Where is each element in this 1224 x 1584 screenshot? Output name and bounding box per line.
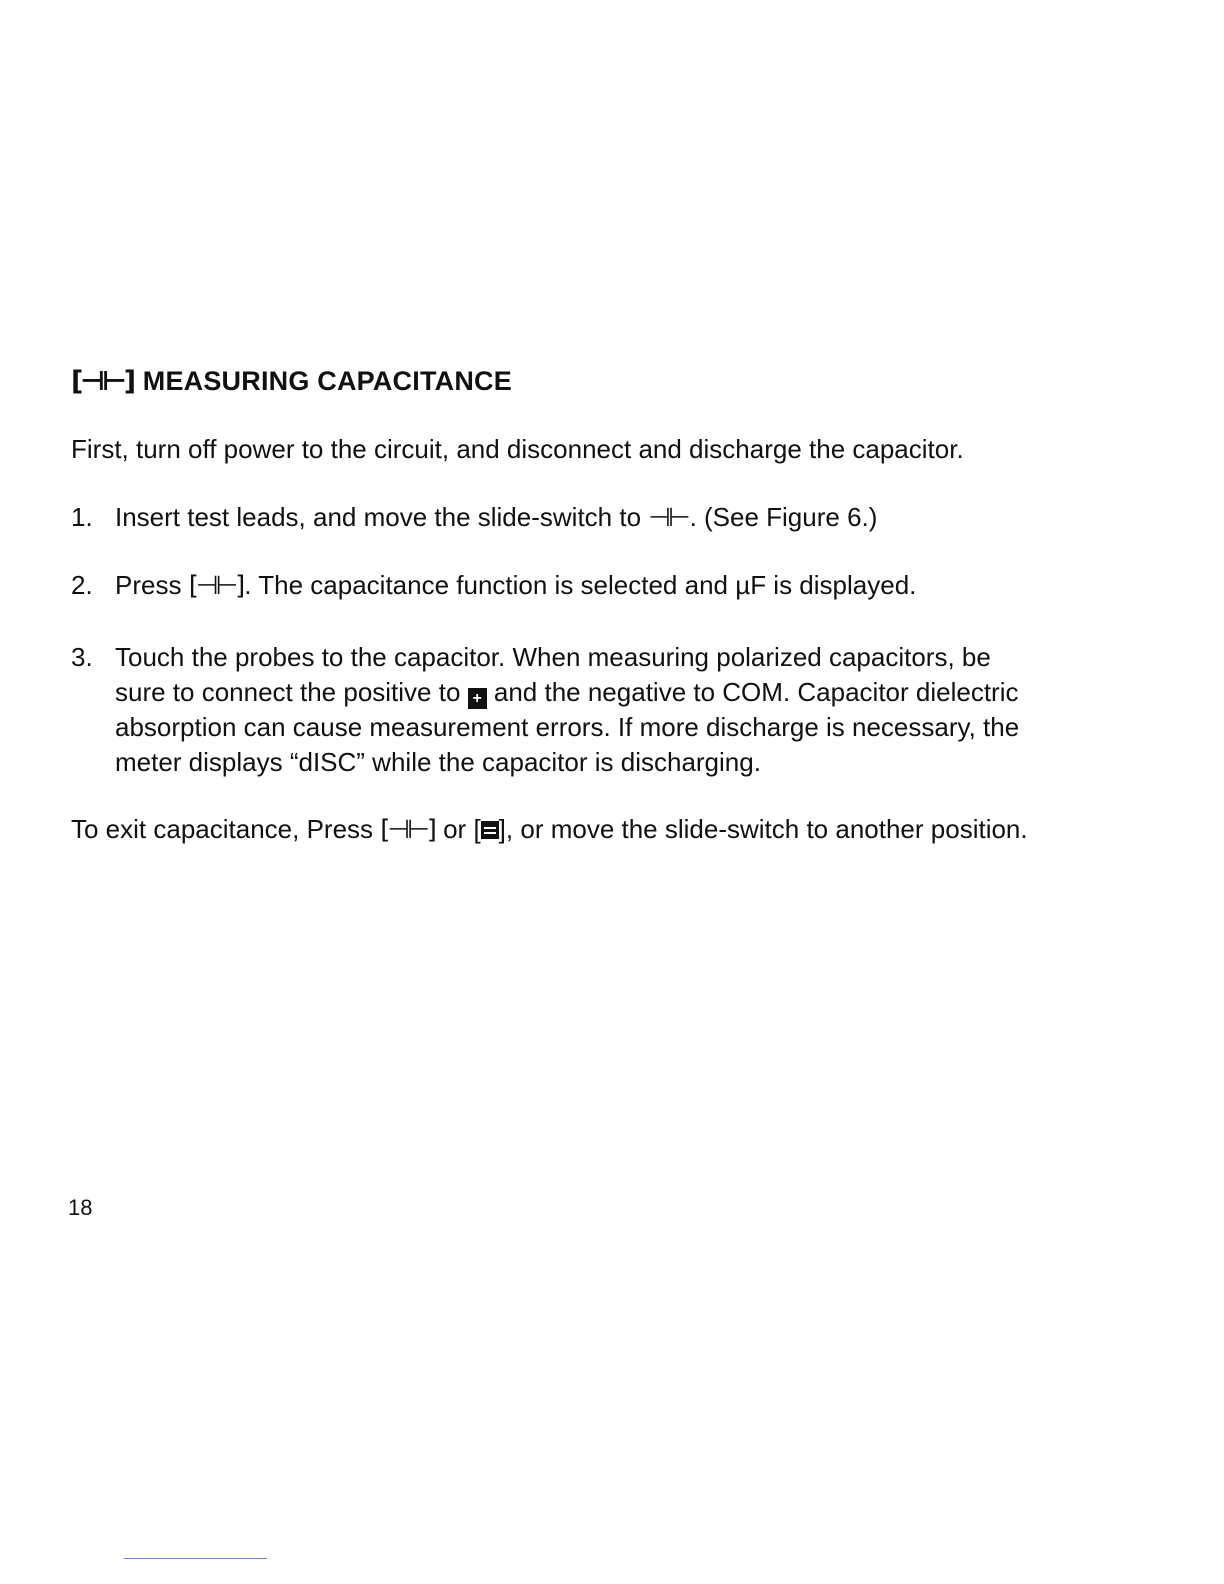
step-text-part: and the negative to COM. Capacitor dielectric <box>486 677 1019 707</box>
plus-jack-icon: + <box>468 688 487 709</box>
key-bracket: [ <box>473 814 481 844</box>
key-bracket: ] <box>498 814 506 844</box>
capacitor-icon: [⊣⊢] <box>188 571 243 601</box>
exit-text-part: To exit capacitance, Press <box>71 814 381 844</box>
section-title: MEASURING CAPACITANCE <box>142 366 512 396</box>
exit-paragraph <box>71 812 1028 848</box>
capacitor-icon: [⊣⊢] <box>71 366 134 397</box>
step-text <box>115 500 1131 536</box>
intro-paragraph: First, turn off power to the circuit, and disconnect and discharge the capacitor. <box>71 434 964 464</box>
step-number: 2. <box>71 570 93 600</box>
step-line: meter displays “dISC” while the capacitor is discharging. <box>115 747 761 777</box>
step-item-2 <box>71 568 1131 604</box>
step-text-part: Insert test leads, and move the slide-switch to <box>115 502 649 532</box>
capacitor-icon: ⊣⊢ <box>648 503 688 533</box>
step-item-1 <box>71 500 1131 536</box>
menu-key-icon <box>481 821 499 839</box>
step-text-part: . The capacitance function is selected and µF is displayed. <box>244 570 917 600</box>
step-line <box>115 675 1131 710</box>
section-heading <box>71 366 512 397</box>
capacitor-icon: [⊣⊢] <box>380 815 434 845</box>
step-item-3 <box>71 640 1131 780</box>
step-line: Touch the probes to the capacitor. When measuring polarized capacitors, be <box>115 642 991 672</box>
step-line: absorption can cause measurement errors. If more discharge is necessary, the <box>115 712 1020 742</box>
step-text <box>115 640 1131 780</box>
step-number: 3. <box>71 642 93 672</box>
step-text-part: Press <box>115 570 189 600</box>
step-text-part: sure to connect the positive to <box>115 677 468 707</box>
page-number: 18 <box>68 1195 93 1220</box>
exit-text-part: , or move the slide-switch to another position. <box>505 814 1028 844</box>
footer-rule <box>124 1558 267 1559</box>
step-number: 1. <box>71 502 93 532</box>
step-text <box>115 568 1131 604</box>
step-text-part: . (See Figure 6.) <box>689 502 878 532</box>
exit-text-part: or <box>435 814 474 844</box>
